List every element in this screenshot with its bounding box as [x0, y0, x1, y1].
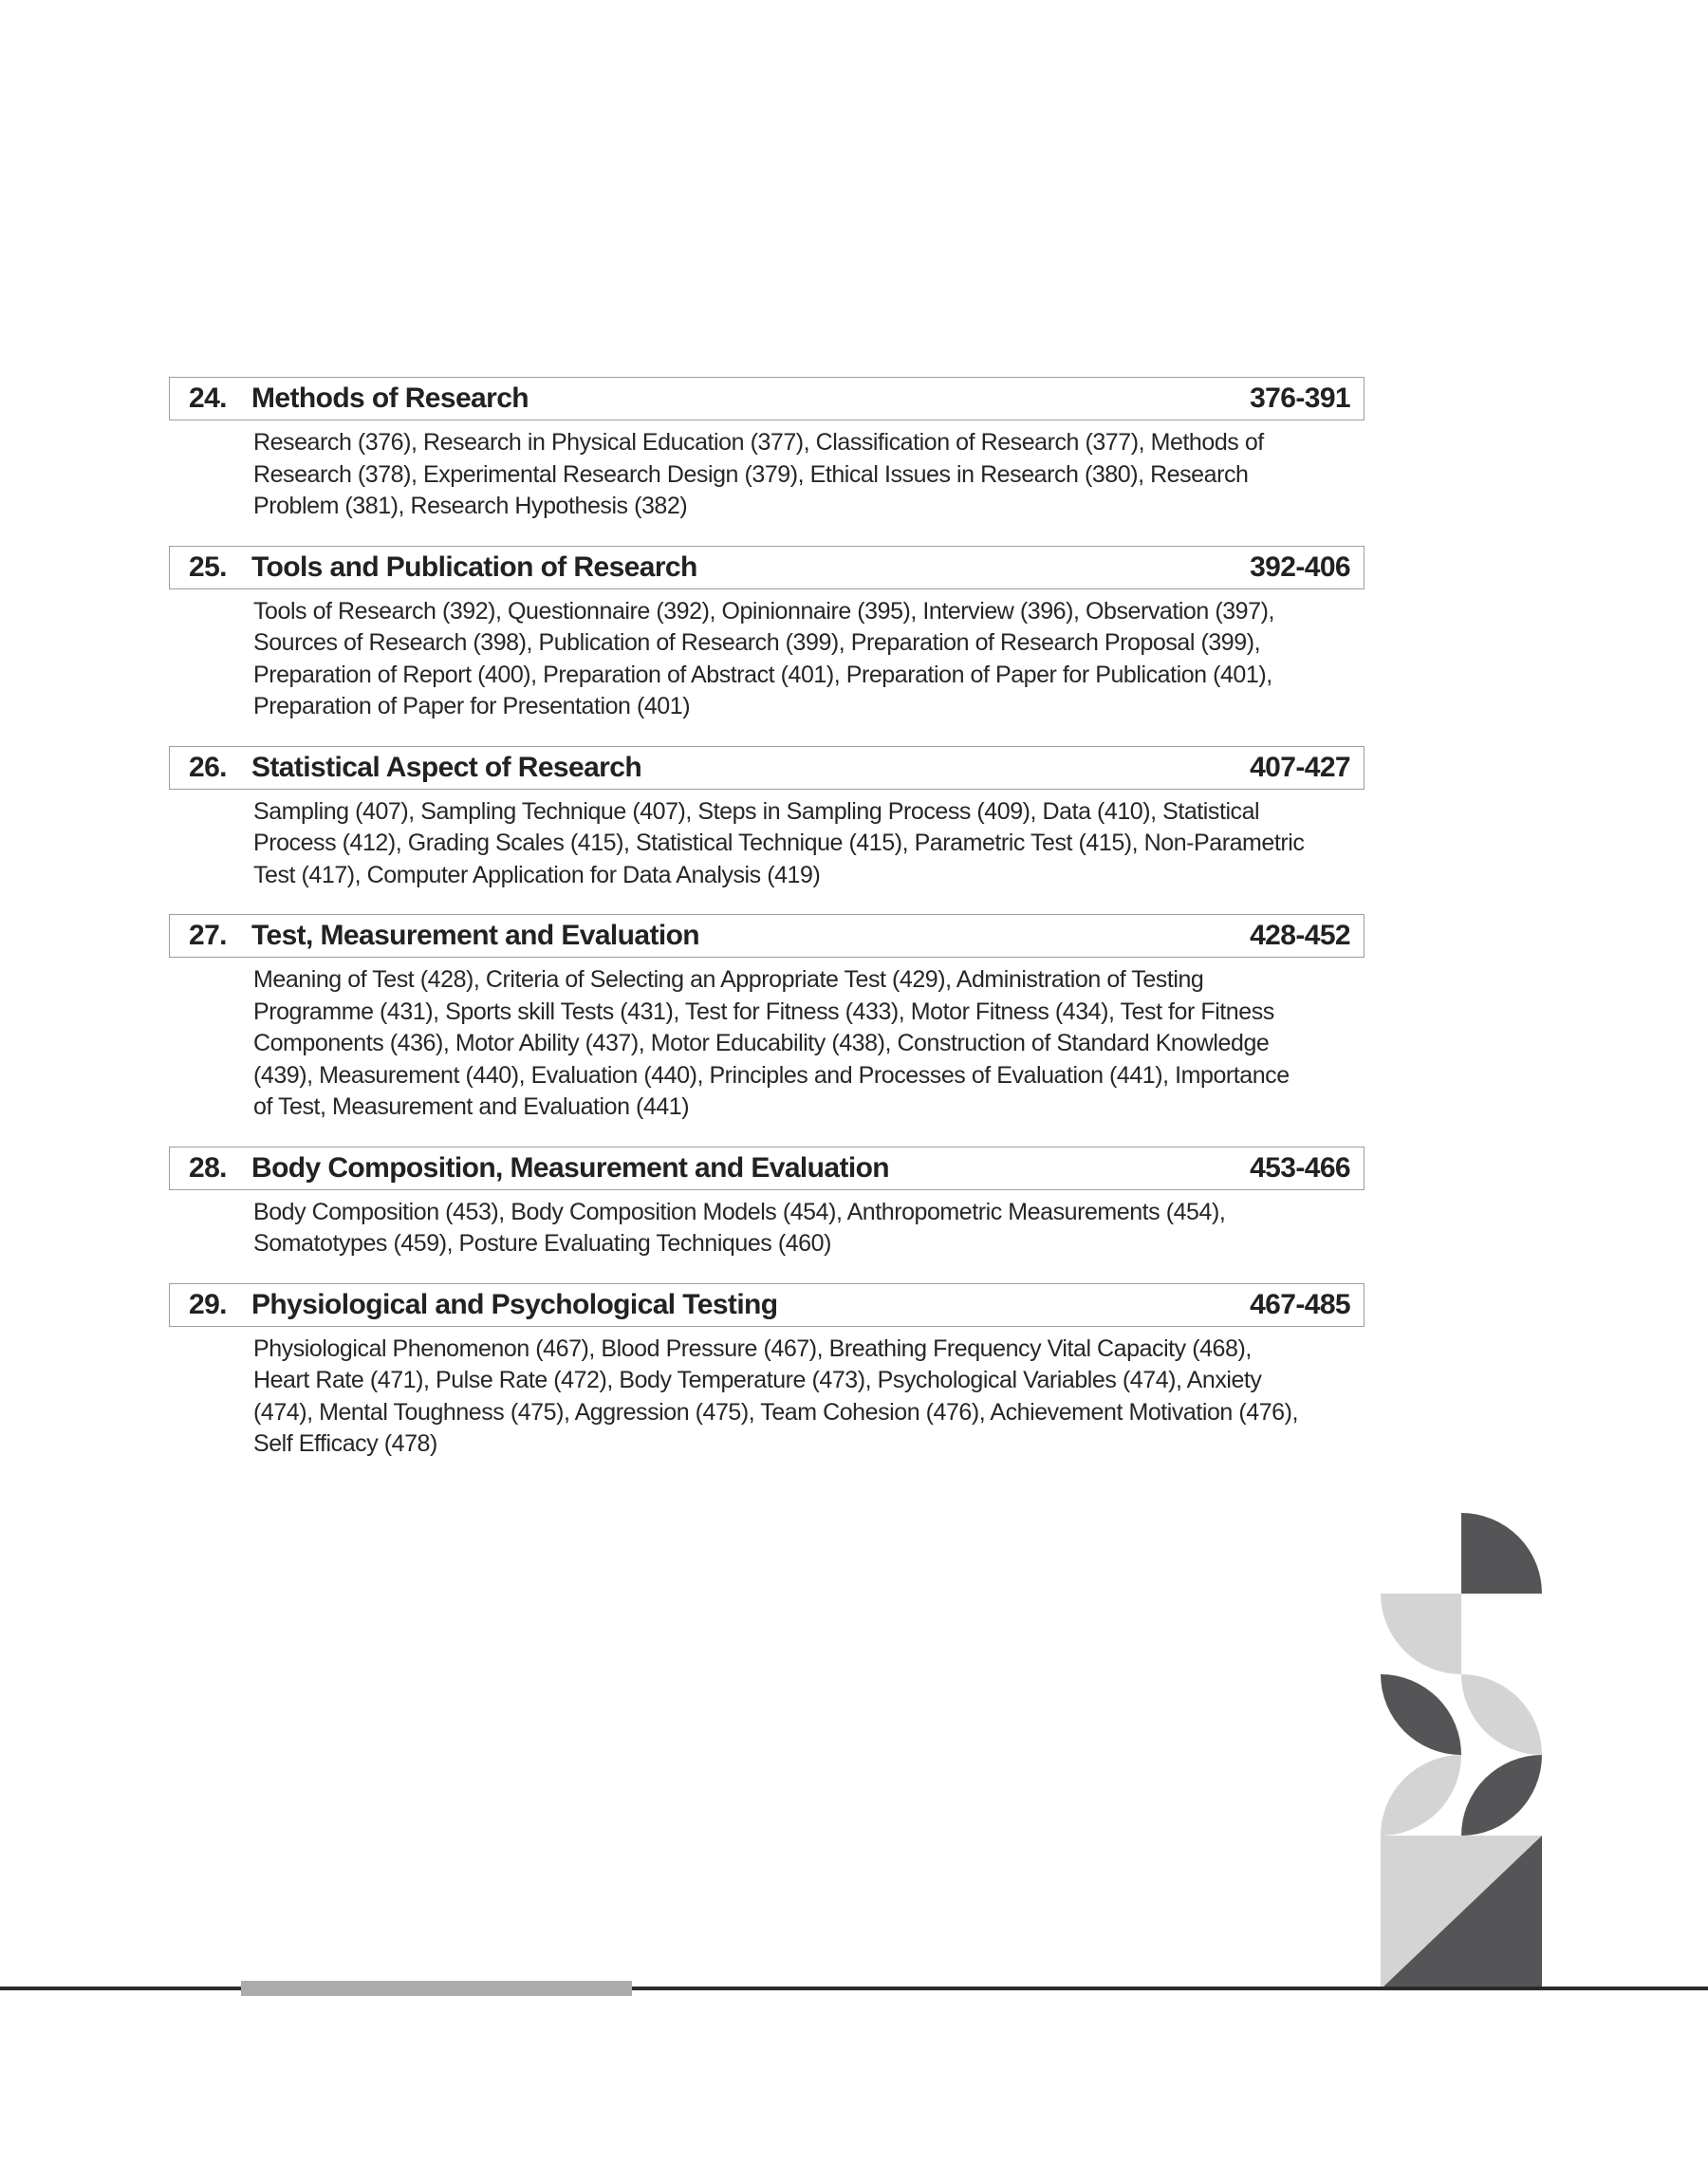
chapter-number: 29. [189, 1288, 227, 1320]
topic-line: Tools of Research (392), Questionnaire (392), Opinionnaire (395), Interview (396), Observation (397), [253, 597, 1274, 625]
topic-line: Self Efficacy (478) [253, 1430, 437, 1457]
chapter-title: Tools and Publication of Research [251, 550, 697, 583]
chapter-topics [253, 964, 1365, 1124]
topic-line: Problem (381), Research Hypothesis (382) [253, 493, 688, 519]
topic-line: Process (412), Grading Scales (415), Statistical Technique (415), Parametric Test (415), Non-Parametric [253, 830, 1305, 856]
dark-quarter-circle-shape [1461, 1513, 1542, 1594]
light-leaf-shape [1381, 1755, 1461, 1836]
chapter-title: Physiological and Psychological Testing [251, 1288, 778, 1320]
chapter-title: Statistical Aspect of Research [251, 751, 642, 783]
chapter-page-range: 453-466 [1250, 1151, 1350, 1184]
topic-line: Preparation of Paper for Presentation (401) [253, 693, 691, 719]
chapter-heading [169, 1147, 1365, 1190]
chapter-heading [169, 746, 1365, 790]
topic-line: Research (378), Experimental Research Design (379), Ethical Issues in Research (380), Research [253, 460, 1249, 488]
topic-line: Sources of Research (398), Publication of Research (399), Preparation of Research Proposal (399), [253, 629, 1261, 656]
topic-line: Research (376), Research in Physical Education (377), Classification of Research (377), Methods of [253, 429, 1264, 456]
toc-entry [169, 1283, 1365, 1461]
chapter-page-range: 407-427 [1250, 751, 1350, 783]
chapter-page-range: 392-406 [1250, 550, 1350, 583]
toc-entry [169, 546, 1365, 723]
topic-line: Preparation of Report (400), Preparation of Abstract (401), Preparation of Paper for Publication (401), [253, 661, 1272, 688]
chapter-heading [169, 914, 1365, 958]
chapter-heading [169, 1283, 1365, 1327]
chapter-topics [253, 427, 1365, 523]
topic-line: Programme (431), Sports skill Tests (431), Test for Fitness (433), Motor Fitness (434), Test for Fitness [253, 998, 1274, 1025]
decorative-ornament [1381, 1513, 1542, 1989]
table-of-contents [169, 377, 1365, 1483]
light-quarter-circle-shape [1381, 1594, 1461, 1674]
topic-line: Test (417), Computer Application for Data Analysis (419) [253, 861, 821, 888]
chapter-topics [253, 1197, 1365, 1260]
chapter-number: 28. [189, 1151, 227, 1184]
chapter-topics [253, 796, 1365, 892]
dark-leaf-shape [1381, 1674, 1461, 1755]
toc-entry [169, 377, 1365, 523]
topic-line: Body Composition (453), Body Composition Models (454), Anthropometric Measurements (454), [253, 1198, 1226, 1225]
chapter-page-range: 428-452 [1250, 920, 1350, 951]
topic-line: Heart Rate (471), Pulse Rate (472), Body Temperature (473), Psychological Variables (474), Anxiety [253, 1367, 1262, 1393]
chapter-title: Body Composition, Measurement and Evaluation [251, 1151, 890, 1184]
footer-accent-bar [241, 1981, 632, 1996]
topic-line: Meaning of Test (428), Criteria of Selecting an Appropriate Test (429), Administration of Testing [253, 966, 1204, 993]
chapter-topics [253, 596, 1365, 723]
topic-line: Physiological Phenomenon (467), Blood Pressure (467), Breathing Frequency Vital Capacity (468), [253, 1334, 1252, 1362]
topic-line: (474), Mental Toughness (475), Aggression (475), Team Cohesion (476), Achievement Motivation (476), [253, 1398, 1298, 1426]
chapter-heading [169, 546, 1365, 589]
chapter-heading [169, 377, 1365, 420]
toc-entry [169, 914, 1365, 1124]
chapter-number: 25. [189, 550, 227, 583]
chapter-number: 27. [189, 920, 227, 951]
dark-leaf-shape [1461, 1755, 1542, 1836]
chapter-page-range: 467-485 [1250, 1288, 1350, 1320]
chapter-title: Test, Measurement and Evaluation [251, 920, 700, 951]
chapter-number: 26. [189, 751, 227, 783]
toc-entry [169, 1147, 1365, 1260]
chapter-title: Methods of Research [251, 382, 529, 414]
topic-line: Components (436), Motor Ability (437), Motor Educability (438), Construction of Standard Knowledge [253, 1030, 1270, 1056]
topic-line: Somatotypes (459), Posture Evaluating Techniques (460) [253, 1230, 831, 1257]
light-leaf-shape [1461, 1674, 1542, 1755]
chapter-topics [253, 1334, 1365, 1461]
toc-entry [169, 746, 1365, 892]
chapter-number: 24. [189, 382, 227, 414]
topic-line: (439), Measurement (440), Evaluation (440), Principles and Processes of Evaluation (441), Importance [253, 1061, 1290, 1089]
topic-line: Sampling (407), Sampling Technique (407), Steps in Sampling Process (409), Data (410), Statistical [253, 797, 1260, 825]
topic-line: of Test, Measurement and Evaluation (441) [253, 1093, 690, 1120]
chapter-page-range: 376-391 [1250, 382, 1350, 414]
